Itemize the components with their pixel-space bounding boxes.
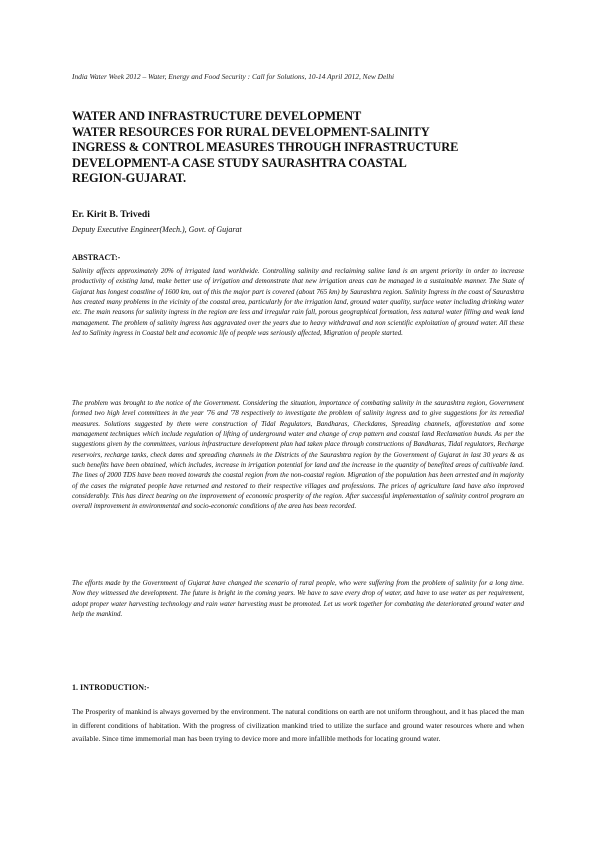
title-line: DEVELOPMENT-A CASE STUDY SAURASHTRA COASTAL <box>72 155 407 170</box>
abstract-paragraph-3: The efforts made by the Government of Gujarat have changed the scenario of rural people, who were suffering from the problem of salinity for a long time. Now they witnessed the development. The future is bright in the coming years. We have to save every drop of water, and have to use water as per requirement, adopt proper water harvesting technology and rain water harvesting must be promoted. Let us work together for combating the deteriorated ground water and help the mankind. <box>72 579 524 619</box>
author-affiliation: Deputy Executive Engineer(Mech.), Govt. of Gujarat <box>72 225 242 234</box>
abstract-paragraph-1: Salinity affects approximately 20% of irrigated land worldwide. Controlling salinity and reclaiming saline land is an urgent priority in order to increase productivity of existing land, make better use of irrigation and demonstrate that new irrigation areas can be managed in a sustainable manner. The State of Gujarat has longest coastline of 1600 km, out of this the major part is covered (about 765 km) by Saurashtra region. Salinity Ingress in the coast of Saurashtra has created many problems in the vicinity of the coastal area, particularly for the irrigation land, ground water quality, surface water including drinking water etc. The main reasons for salinity ingress in the region are less and irregular rain fall, porous geographical formation, less natural water filling and weak land management. The problem of salinity ingress has aggravated over the years due to heavy withdrawal and non scientific exploitation of ground water. All these led to Salinity ingress in Coastal belt and economic life of people was seriously affected, Migration of people started. <box>72 267 524 338</box>
title-line: INGRESS & CONTROL MEASURES THROUGH INFRASTRUCTURE <box>72 140 459 155</box>
title-line: REGION-GUJARAT. <box>72 171 187 186</box>
paper-title <box>72 109 532 187</box>
introduction-paragraph: The Prosperity of mankind is always governed by the environment. The natural conditions on earth are not uniform throughout, and it has placed the man in different conditions of habitation. With the progress of civilization mankind tried to utilize the surface and ground water resources where and when available. Since time immemorial man has been trying to device more and more infallible methods for locating ground water. <box>72 707 524 744</box>
title-line: WATER AND INFRASTRUCTURE DEVELOPMENT <box>72 109 362 123</box>
abstract-heading: ABSTRACT:- <box>72 253 121 262</box>
title-line: WATER RESOURCES FOR RURAL DEVELOPMENT-SALINITY <box>72 124 430 139</box>
abstract-paragraph-2: The problem was brought to the notice of the Government. Considering the situation, importance of combating salinity in the saurashtra region, Government formed two high level committees in the year '76 and '78 respectively to investigate the problem of salinity ingress and to give suggestions for its remedial measures. Solutions suggested by them were construction of Tidal Regulators, Bandharas, Checkdams, Spreading channels, afforestation and some management techniques which include regulation of lifting of underground water and change of crop pattern and coastal land Reclamation bunds. As per the suggestions given by the committees, various infrastructure development plan had taken place through constructions of Bandharas, Tidal regulators, Recharge reservoirs, recharge tanks, check dams and spreading channels in the Districts of the Saurashtra region by the Government of Gujarat in last 30 years & as such benefits have been obtained, which includes, increase in irrigation potential for land and the increase in the quantity of benefited areas of cultivable land. The lines of 2000 TDS have been moved towards the coastal region from the non-coastal region. Migration of the population has been arrested and in majority of the cases the migrated people have returned and restored to their respective villages and professions. The prices of agriculture land have also improved considerably. This has direct bearing on the improvement of economic prosperity of the region. After successful implementation of salinity control program an overall improvement in environmental and socio-economic conditions of the area has been recorded. <box>72 399 524 511</box>
running-header: India Water Week 2012 – Water, Energy and Food Security : Call for Solutions, 10-14 April 2012, New Delhi <box>72 72 395 81</box>
introduction-heading: 1. INTRODUCTION:- <box>72 683 150 692</box>
author-name: Er. Kirit B. Trivedi <box>72 209 150 220</box>
